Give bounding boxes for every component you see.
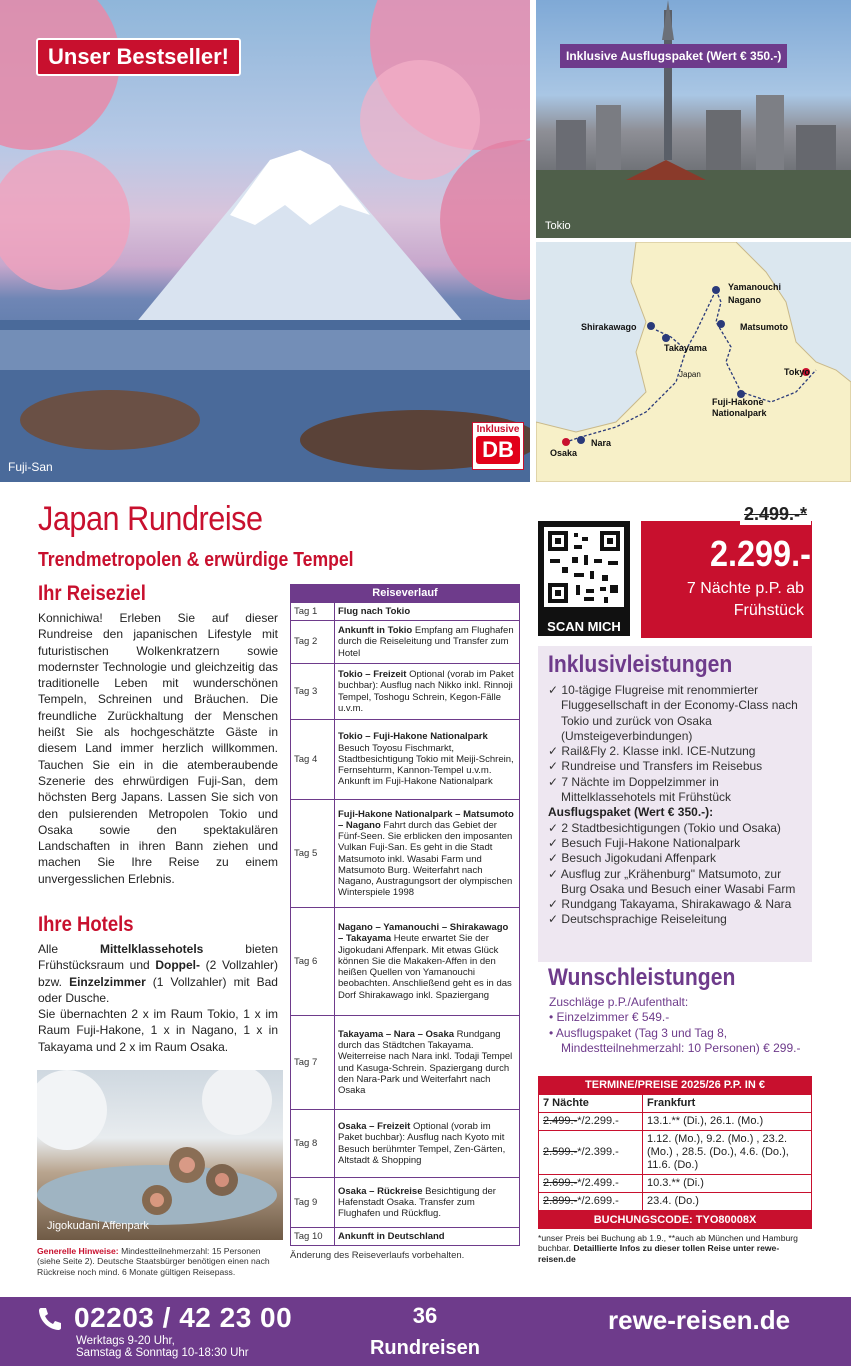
itinerary-row: [291, 1178, 520, 1228]
phone-hours: [76, 1335, 249, 1359]
itinerary-day: Tag 3: [291, 664, 335, 720]
itinerary-text: Rundgang durch das Städtchen Takayama. Weiterreise nach Nara inkl. Todaji Tempel und Kasuga-Schrein. Spaziergang durch den Nara-Park und Weiterfahrt nach Osaka: [338, 1028, 513, 1096]
dates-heading: TERMINE/PREISE 2025/26 P.P. IN €: [538, 1076, 812, 1094]
package-item: [548, 821, 806, 836]
package-item: [548, 836, 806, 851]
hours-line: Samstag & Sonntag 10-18:30 Uhr: [76, 1347, 249, 1359]
itinerary-desc: [335, 1016, 520, 1110]
qr-pattern: [544, 527, 624, 607]
check-icon: ✓: [548, 866, 559, 881]
package-item: [548, 851, 806, 866]
dates-row: [539, 1193, 812, 1211]
inclusions-heading: Inklusivleistungen: [548, 651, 733, 678]
option-item: [549, 1010, 807, 1025]
dates-col-header: 7 Nächte: [539, 1095, 643, 1113]
dates-list: 1.12. (Mo.), 9.2. (Mo.) , 23.2. (Mo.) , 28.5. (Do.), 4.6. (Do.), 11.6. (Do.): [643, 1131, 812, 1175]
itinerary-day: Tag 4: [291, 720, 335, 800]
check-icon: ✓: [548, 774, 559, 789]
price-description: [652, 578, 804, 622]
itinerary-desc: [335, 621, 520, 664]
tokyo-image: [536, 0, 851, 238]
options-heading: Wunschleistungen: [548, 964, 736, 991]
hotels-bold: Doppel-: [155, 958, 200, 973]
package-text: Ausflug zur „Krähenburg" Matsumoto, zur Burg Osaka und Besuch einer Wasabi Farm: [560, 866, 796, 896]
itinerary-desc: [335, 908, 520, 1016]
bestseller-badge: Unser Bestseller!: [36, 38, 241, 76]
map-marker-nagano: [712, 286, 720, 294]
page-title: Japan Rundreise: [38, 500, 263, 538]
price-current: */2.699.-: [577, 1195, 619, 1207]
itinerary-desc: [335, 1110, 520, 1178]
hotels-text-part: Alle: [38, 942, 100, 956]
price-strike: 2.899.-: [543, 1195, 578, 1207]
map-label-fuji: Fuji-Hakone: [712, 397, 764, 407]
check-icon: ✓: [548, 759, 559, 774]
itinerary-day: Tag 6: [291, 908, 335, 1016]
footnote-bold: Detaillierte Infos zu dieser tollen Reise unter rewe-reisen.de: [538, 1243, 780, 1264]
map-label-nagano: Nagano: [728, 295, 762, 305]
itinerary-desc: [335, 720, 520, 800]
section-name: Rundreisen: [369, 1337, 481, 1359]
footer-bar: [0, 1297, 851, 1366]
dates-header-row: [539, 1095, 812, 1113]
price-strike: 2.699.-: [543, 1177, 578, 1189]
db-label: Inklusive: [476, 424, 520, 435]
qr-code-block[interactable]: [538, 521, 630, 636]
price-asterisk: *: [800, 504, 808, 524]
check-icon: ✓: [548, 912, 559, 927]
hotels-text-part: (1 Vollzahler) mit Bad oder Dusche.: [38, 974, 278, 1005]
hotels-text-part: Sie übernachten 2 x im Raum Tokio, 1 x im Raum Fuji-Hakone, 1 x in Nagano, 1 x in Takayama und 2 x im Raum Osaka.: [38, 1007, 278, 1054]
price-old-value: 2.499.-: [744, 504, 801, 524]
db-badge: [472, 422, 524, 470]
map-label-shirakawago: Shirakawago: [581, 322, 637, 332]
inclusion-text: 10-tägige Flugreise mit renommierter Fluggesellschaft in der Economy-Class nach Tokio und zurück von Osaka (Umsteigeverbindungen): [561, 683, 798, 743]
itinerary-title: Tokio – Freizeit: [338, 669, 407, 681]
price-strike: 2.499.-: [543, 1115, 578, 1127]
check-icon: ✓: [548, 744, 559, 759]
check-icon: ✓: [548, 820, 559, 835]
itinerary-desc: [335, 1178, 520, 1228]
map-land: [536, 242, 851, 482]
package-text: Besuch Fuji-Hakone Nationalpark: [561, 835, 741, 850]
db-logo: DB: [476, 436, 520, 464]
map-label-matsumoto: Matsumoto: [740, 322, 788, 332]
inclusion-item: [548, 759, 806, 774]
booking-code: BUCHUNGSCODE: TYO80008X: [538, 1211, 812, 1229]
price-current: */2.399.-: [577, 1146, 619, 1158]
dates-row: [539, 1175, 812, 1193]
dates-price: [539, 1131, 643, 1175]
qr-code[interactable]: [544, 527, 624, 607]
itinerary-row: [291, 664, 520, 720]
hotels-bold: Mittelklassehotels: [99, 942, 204, 956]
price-new: 2.299.-: [710, 533, 811, 574]
inclusion-text: 7 Nächte im Doppelzimmer in Mittelklassehotels mit Frühstück: [561, 774, 732, 805]
dates-prices-table: [538, 1076, 812, 1264]
map-marker-takayama: [662, 334, 670, 342]
itinerary-row: [291, 720, 520, 800]
itinerary-note: Änderung des Reiseverlaufs vorbehalten.: [290, 1250, 465, 1261]
tokyo-skyline: [536, 0, 851, 238]
itinerary-row: [291, 800, 520, 908]
dates-list: 23.4. (Do.): [643, 1193, 812, 1211]
itinerary-desc: [335, 1228, 520, 1246]
dates-footnote: [538, 1233, 812, 1264]
bullet-icon: •: [549, 1010, 554, 1025]
package-item: [548, 867, 806, 898]
hotels-heading: Ihre Hotels: [38, 913, 134, 936]
itinerary-day: Tag 10: [291, 1228, 335, 1246]
hotels-text-part: (2 Vollzahler) bzw.: [38, 958, 278, 989]
general-notes-label: Generelle Hinweise:: [37, 1246, 119, 1256]
map-label-nara: Nara: [591, 438, 612, 448]
itinerary-text: Besuch Toyosu Fischmarkt, Stadtbesichtigung Tokio mit Meiji-Schrein, Fernsehturm, Kannon-Tempel u.v.m. Ankunft im Fuji-Hakone Nationalpark: [338, 742, 514, 788]
map-marker-shirakawago: [647, 322, 655, 330]
options-list: [549, 995, 807, 1056]
route-map: [536, 242, 851, 482]
itinerary-row: [291, 1110, 520, 1178]
itinerary-day: Tag 9: [291, 1178, 335, 1228]
itinerary-day: Tag 8: [291, 1110, 335, 1178]
dates-list: 10.3.** (Di.): [643, 1175, 812, 1193]
price-strike: 2.599.-: [543, 1146, 578, 1158]
itinerary-title: Nagano – Yamanouchi – Shirakawago – Takayama: [338, 922, 509, 945]
inclusion-item: [548, 744, 806, 759]
package-text: Besuch Jigokudani Affenpark: [561, 851, 716, 866]
inclusion-text: Rundreise und Transfers im Reisebus: [561, 759, 763, 774]
check-icon: ✓: [548, 683, 559, 697]
itinerary-title: Ankunft in Tokio: [338, 625, 413, 637]
itinerary-heading: Reiseverlauf: [290, 584, 520, 602]
map-label-nationalpark: Nationalpark: [712, 408, 767, 418]
options-subheading: Zuschläge p.P./Aufenthalt:: [549, 995, 689, 1009]
footnote-text: *unser Preis bei Buchung ab 1.9., **auch ab München und Hamburg buchbar.: [538, 1233, 798, 1254]
package-heading: Ausflugspaket (Wert € 350.-):: [548, 805, 714, 820]
inclusions-list: [548, 683, 806, 928]
itinerary-text: Heute erwartet Sie der Jigokudani Affenpark. Mit etwas Glück können Sie die Makaken-Affen in den heißen Quellen von Yamanouchi beobachten. Anschließend geht es in das Dorf Shirakawago inkl. Spaziergang: [338, 933, 512, 1001]
map-marker-osaka: [562, 438, 570, 446]
qr-label: SCAN MICH: [547, 619, 621, 634]
map-marker-nara: [577, 436, 585, 444]
package-text: 2 Stadtbesichtigungen (Tokio und Osaka): [561, 820, 781, 835]
map-marker-matsumoto: [717, 320, 725, 328]
dates-price: [539, 1175, 643, 1193]
option-item: [549, 1026, 807, 1057]
hero-caption: Fuji-San: [8, 460, 53, 474]
itinerary-text: Optional (vorab im Paket buchbar): Ausflug nach Kyoto mit Besuch berühmter Tempel, Zen-Gärten, Altstadt & Shopping: [338, 1121, 506, 1166]
option-text: Ausflugspaket (Tag 3 und Tag 8, Mindestteilnehmerzahl: 10 Personen) € 299.-: [555, 1025, 801, 1055]
package-item: [548, 912, 806, 927]
map-label-takayama: Takayama: [664, 343, 707, 353]
tokyo-caption: Tokio: [545, 220, 571, 232]
itinerary-title: Ankunft in Deutschland: [338, 1230, 445, 1242]
itinerary-row: [291, 603, 520, 621]
price-line: 7 Nächte p.P. ab: [686, 580, 804, 597]
itinerary-text: Empfang am Flughafen durch die Reiseleitung und Transfer zum Hotel: [338, 625, 514, 659]
general-notes: [37, 1246, 282, 1277]
price-current: */2.499.-: [577, 1177, 619, 1189]
itinerary-title: Flug nach Tokio: [338, 605, 411, 617]
itinerary-day: Tag 7: [291, 1016, 335, 1110]
itinerary-desc: [335, 664, 520, 720]
page-number: 36: [412, 1303, 438, 1328]
phone-icon: [36, 1305, 62, 1331]
itinerary-title: Osaka – Freizeit: [338, 1121, 411, 1133]
check-icon: ✓: [548, 835, 559, 850]
bullet-icon: •: [549, 1025, 554, 1040]
dates-row: [539, 1113, 812, 1131]
itinerary-row: [291, 1228, 520, 1246]
itinerary-row: [291, 621, 520, 664]
monkeys-image: [37, 1070, 283, 1240]
hours-line: Werktags 9-20 Uhr,: [76, 1335, 175, 1347]
itinerary-desc: [335, 800, 520, 908]
map-label-yamanouchi: Yamanouchi: [728, 282, 782, 292]
page-subtitle: Trendmetropolen & erwürdige Tempel: [38, 549, 354, 571]
monkeys-caption: Jigokudani Affenpark: [47, 1220, 149, 1232]
dates-col-header: Frankfurt: [643, 1095, 812, 1113]
reiseziel-text: Konnichiwa! Erleben Sie auf dieser Rundreise den japanischen Lifestyle mit futuristischen Wolkenkratzern sowie modernster Technologie und gleichzeitig das traditionelle Leben mit wunderschönen Tempeln, Schreinen und Bräuchen. Die freundliche Zurückhaltung der Menschen heißt Sie als hochgeschätzte Gäste in diesem Land immer herzlich willkommen. Tauchen Sie ein in die atemberaubende Szenerie des ehrwürdigen Fuji-San, dem höchsten Berg Japans. Lassen Sie sich von den pulsierenden Metropolen Tokio und Osaka sowie den spektakulären Landschaften in ihren Bann ziehen und machen Sie Ihre Reise zu einem unvergesslichen Erlebnis.: [38, 611, 278, 886]
general-notes-text: Mindestteilnehmerzahl: 15 Personen (siehe Seite 2). Deutsche Staatsbürger benötigen einen nach Rückreise noch mind. 6 Monate gültigen Reisepass.: [37, 1246, 270, 1277]
itinerary-day: Tag 2: [291, 621, 335, 664]
hotels-bold: Einzelzimmer: [69, 974, 146, 989]
website-link[interactable]: rewe-reisen.de: [608, 1305, 791, 1335]
hotels-text-part: bieten Frühstücksraum und: [38, 942, 278, 973]
dates-list: 13.1.** (Di.), 26.1. (Mo.): [643, 1113, 812, 1131]
itinerary-text: Fahrt durch das Gebiet der Fünf-Seen. Sie erblicken den imposanten Vulkan Fuji-San. Es geht in die Stadt Matsumoto inkl. Wasabi Farm und Matsumoto Burg. Weiterfahrt nach Nagano, Austragungsort der olympischen Winterspiele 1998: [338, 819, 513, 899]
itinerary-desc: [335, 603, 520, 621]
dates-row: [539, 1131, 812, 1175]
check-icon: ✓: [548, 897, 559, 912]
itinerary-text: Optional (vorab im Paket buchbar): Ausflug nach Nikko inkl. Rinnoji Tempel, Toshogu Schrein, Kegon-Fälle u.v.m.: [338, 669, 514, 714]
price-line: Frühstück: [733, 602, 804, 619]
price-old: [740, 504, 811, 525]
package-text: Deutschsprachige Reiseleitung: [561, 912, 727, 927]
itinerary-text: Besichtigung der Hafenstadt Osaka. Transfer zum Flughafen und Rückflug.: [338, 1185, 496, 1220]
itinerary-title: Takayama – Nara – Osaka: [338, 1028, 455, 1040]
map-label-japan: Japan: [679, 370, 701, 379]
package-item: [548, 897, 806, 912]
ausflug-banner: Inklusive Ausflugspaket (Wert € 350.-): [560, 44, 787, 68]
phone-number[interactable]: 02203 / 42 23 00: [74, 1302, 293, 1333]
itinerary-row: [291, 1016, 520, 1110]
hotels-text: [38, 941, 278, 1055]
itinerary-title: Fuji-Hakone Nationalpark – Matsumoto – Nagano: [338, 808, 514, 831]
inclusion-text: Rail&Fly 2. Klasse inkl. ICE-Nutzung: [561, 744, 756, 759]
map-label-osaka: Osaka: [550, 448, 578, 458]
dates-price: [539, 1193, 643, 1211]
dates-price: [539, 1113, 643, 1131]
itinerary-title: Osaka – Rückreise: [338, 1185, 423, 1197]
itinerary-day: Tag 1: [291, 603, 335, 621]
monkeys-illustration: [37, 1070, 283, 1240]
itinerary-table: [290, 584, 520, 1261]
itinerary-title: Tokio – Fuji-Hakone Nationalpark: [338, 731, 488, 743]
package-text: Rundgang Takayama, Shirakawago & Nara: [561, 897, 792, 912]
check-icon: ✓: [548, 851, 559, 866]
itinerary-row: [291, 908, 520, 1016]
reiseziel-heading: Ihr Reiseziel: [38, 582, 146, 605]
option-text: Einzelzimmer € 549.-: [556, 1010, 670, 1025]
inclusion-item: [548, 683, 806, 744]
inclusion-item: [548, 775, 806, 806]
map-label-tokyo: Tokyo: [784, 367, 810, 377]
price-current: */2.299.-: [577, 1115, 619, 1127]
itinerary-day: Tag 5: [291, 800, 335, 908]
